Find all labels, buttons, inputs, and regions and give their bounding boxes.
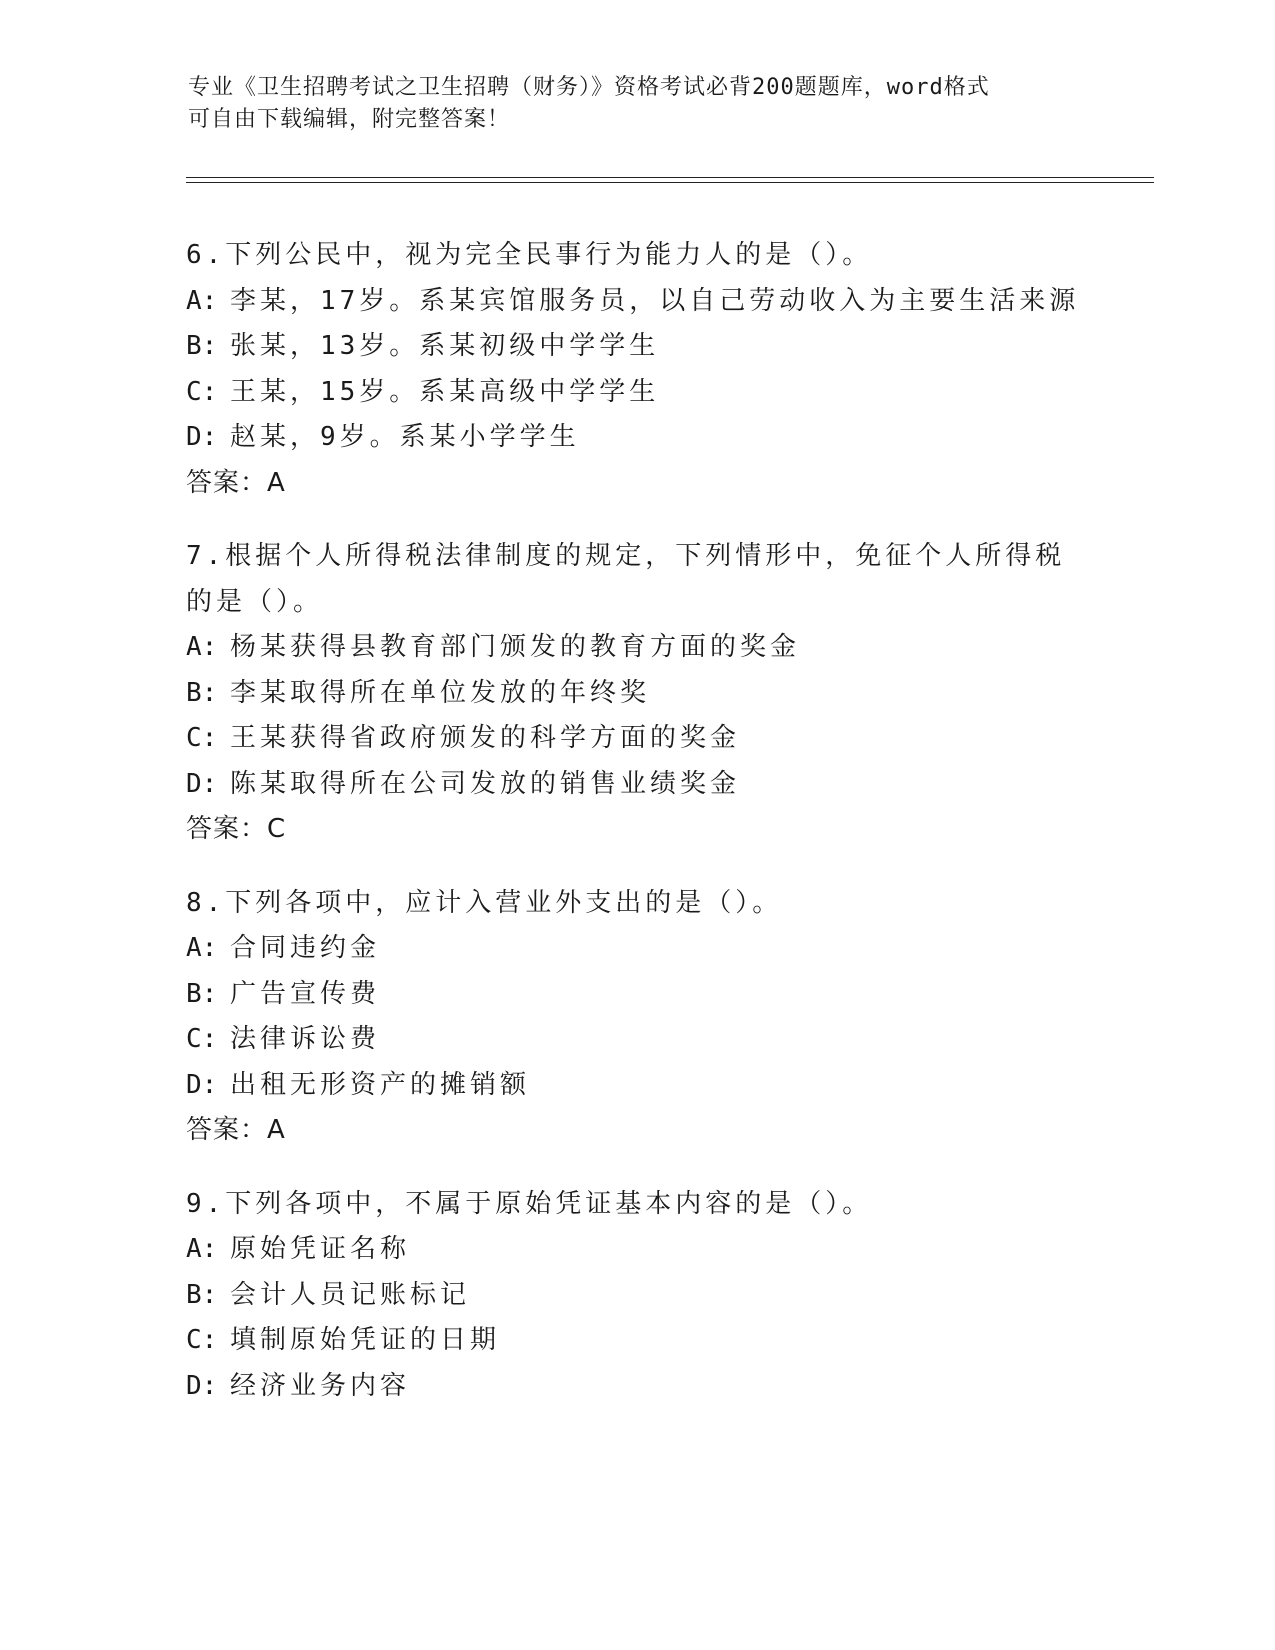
- question-6: [186, 233, 1086, 506]
- answer-line: 答案：C: [186, 814, 287, 844]
- option-c: [186, 370, 1086, 416]
- option-b: [186, 324, 1086, 370]
- option-text: 经济业务内容: [230, 1370, 411, 1401]
- option-label: D:: [186, 422, 218, 452]
- option-label: B:: [186, 978, 218, 1009]
- option-text: 张某，13岁。系某初级中学学生: [230, 331, 660, 361]
- answer-line: 答案：A: [186, 467, 286, 498]
- document-header: [188, 72, 1088, 136]
- option-text: 王某获得省政府颁发的科学方面的奖金: [230, 723, 741, 753]
- option-a: [186, 926, 1086, 972]
- header-divider-top: [186, 177, 1154, 178]
- option-b: [186, 972, 1086, 1018]
- question-stem: 8.下列各项中，应计入营业外支出的是（）。: [186, 887, 783, 918]
- option-label: C:: [186, 1325, 218, 1355]
- option-label: A:: [186, 632, 218, 662]
- option-text: 杨某获得县教育部门颁发的教育方面的奖金: [230, 632, 801, 662]
- option-d: [186, 1063, 1086, 1109]
- question-stem: 9.下列各项中，不属于原始凭证基本内容的是（）。: [186, 1188, 873, 1219]
- option-text: 陈某取得所在公司发放的销售业绩奖金: [230, 768, 741, 799]
- question-stem: 6.下列公民中，视为完全民事行为能力人的是（）。: [186, 240, 873, 270]
- header-divider-bottom: [186, 182, 1154, 183]
- option-b: [186, 671, 1086, 717]
- option-label: D:: [186, 768, 218, 799]
- option-label: B:: [186, 1279, 218, 1310]
- option-a: [186, 1227, 1086, 1273]
- option-text: 李某取得所在单位发放的年终奖: [230, 677, 651, 708]
- option-label: C:: [186, 376, 218, 407]
- header-line-2: 可自由下载编辑，附完整答案！: [188, 107, 511, 132]
- option-b: [186, 1273, 1086, 1319]
- header-line-1: 专业《卫生招聘考试之卫生招聘（财务）》资格考试必背200题题库，word格式: [188, 75, 990, 100]
- question-list: [186, 233, 1086, 1437]
- option-text: 赵某，9岁。系某小学学生: [230, 422, 580, 452]
- question-9: [186, 1182, 1086, 1410]
- option-d: [186, 1364, 1086, 1410]
- option-text: 法律诉讼费: [230, 1024, 381, 1054]
- option-c: [186, 1017, 1086, 1063]
- option-label: B:: [186, 331, 218, 361]
- option-text: 会计人员记账标记: [230, 1279, 471, 1310]
- option-a: [186, 625, 1086, 671]
- option-d: [186, 762, 1086, 808]
- option-text: 王某，15岁。系某高级中学学生: [230, 376, 660, 407]
- answer-line: 答案：A: [186, 1115, 286, 1145]
- option-text: 填制原始凭证的日期: [230, 1325, 501, 1355]
- question-7: [186, 534, 1086, 853]
- option-a: [186, 279, 1086, 325]
- question-stem: 7.根据个人所得税法律制度的规定，下列情形中，免征个人所得税的是（）。: [186, 541, 1066, 617]
- option-label: C:: [186, 1024, 218, 1054]
- option-label: D:: [186, 1370, 218, 1401]
- option-text: 出租无形资产的摊销额: [230, 1069, 531, 1100]
- option-label: A:: [186, 285, 218, 316]
- option-label: A:: [186, 1234, 218, 1264]
- option-label: C:: [186, 723, 218, 753]
- question-8: [186, 881, 1086, 1154]
- option-text: 李某，17岁。系某宾馆服务员，以自己劳动收入为主要生活来源: [230, 285, 1080, 316]
- option-text: 原始凭证名称: [230, 1234, 411, 1264]
- option-label: D:: [186, 1069, 218, 1100]
- option-d: [186, 415, 1086, 461]
- option-text: 广告宣传费: [230, 978, 381, 1009]
- option-label: B:: [186, 677, 218, 708]
- option-c: [186, 716, 1086, 762]
- option-text: 合同违约金: [230, 933, 381, 963]
- option-c: [186, 1318, 1086, 1364]
- option-label: A:: [186, 933, 218, 963]
